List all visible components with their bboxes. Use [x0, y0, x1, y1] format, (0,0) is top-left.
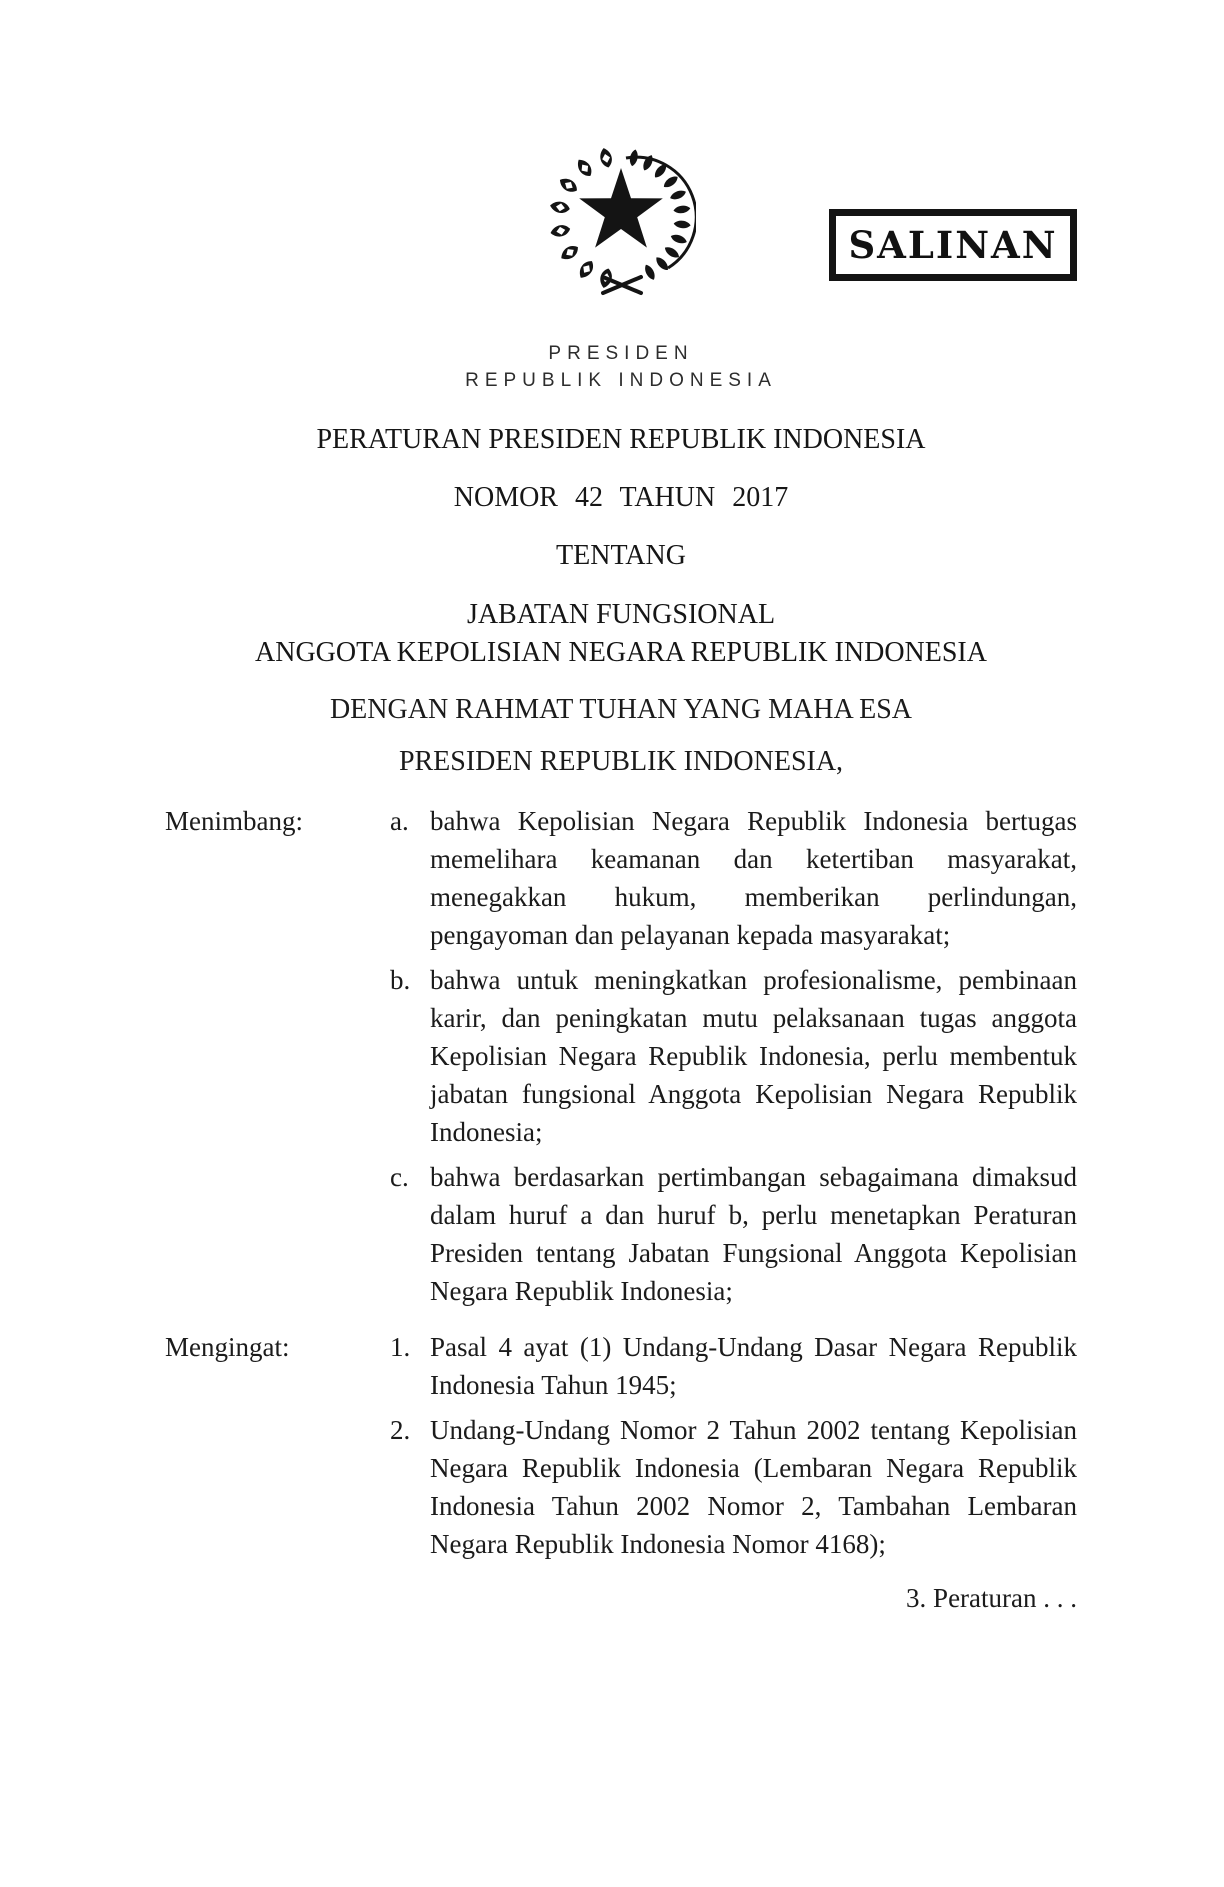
- consideration-item-c: [390, 1158, 1077, 1310]
- invocation-line: DENGAN RAHMAT TUHAN YANG MAHA ESA: [329, 694, 913, 725]
- letterhead-line2: REPUBLIK INDONESIA: [465, 370, 777, 391]
- item-marker: 1.: [390, 1332, 411, 1362]
- section-mengingat: [165, 1328, 1077, 1563]
- consideration-item-a: [390, 802, 1077, 954]
- consideration-item-b: [390, 961, 1077, 1151]
- title-number: NOMOR 42 TAHUN 2017: [453, 482, 789, 513]
- section-items: [390, 1328, 1077, 1563]
- title-tentang: TENTANG: [556, 540, 686, 571]
- section-items: [390, 802, 1077, 1310]
- section-label: Mengingat:: [165, 1332, 290, 1362]
- letterhead-line1: PRESIDEN: [548, 343, 694, 364]
- legal-basis-item-2: [390, 1411, 1077, 1563]
- title-subject-line1: JABATAN FUNGSIONAL: [466, 599, 776, 630]
- item-text: Pasal 4 ayat (1) Undang-Undang Dasar Negara Republik Indonesia Tahun 1945;: [430, 1332, 1077, 1400]
- catchword-continuation: 3. Peraturan . . .: [906, 1583, 1077, 1613]
- item-text: bahwa berdasarkan pertimbangan sebagaimana dimaksud dalam huruf a dan huruf b, perlu menetapkan Peraturan Presiden tentang Jabatan Fungsional Anggota Kepolisian Negara Republik Indonesia;: [430, 1162, 1077, 1306]
- legal-basis-item-1: [390, 1328, 1077, 1404]
- item-text: bahwa Kepolisian Negara Republik Indonesia bertugas memelihara keamanan dan ketertiban masyarakat, menegakkan hukum, memberikan perlindungan, pengayoman dan pelayanan kepada masyarakat;: [430, 806, 1077, 950]
- presidential-emblem-icon: [546, 140, 696, 300]
- letterhead: [165, 340, 1077, 394]
- title-regulation: PERATURAN PRESIDEN REPUBLIK INDONESIA: [316, 424, 926, 455]
- item-marker: 2.: [390, 1415, 411, 1445]
- item-marker: c.: [390, 1162, 409, 1192]
- title-subject-line2: ANGGOTA KEPOLISIAN NEGARA REPUBLIK INDONESIA: [255, 637, 987, 668]
- item-text: bahwa untuk meningkatkan profesionalisme, pembinaan karir, dan peningkatan mutu pelaksanaan tugas anggota Kepolisian Negara Republik Indonesia, perlu membentuk jabatan fungsional Anggota Kepolisian Negara Republik Indonesia;: [430, 965, 1077, 1147]
- item-marker: a.: [390, 806, 409, 836]
- salinan-stamp-label: SALINAN: [848, 223, 1058, 267]
- document-body: [165, 802, 1077, 1617]
- item-text: Undang-Undang Nomor 2 Tahun 2002 tentang Kepolisian Negara Republik Indonesia (Lembaran Negara Republik Indonesia Tahun 2002 Nomor 2, Tambahan Lembaran Negara Republik Indonesia Nomor 4168);: [430, 1415, 1077, 1559]
- document-title-block: [165, 422, 1077, 672]
- salinan-stamp: [829, 209, 1077, 281]
- authority-line: PRESIDEN REPUBLIK INDONESIA,: [398, 746, 844, 777]
- item-marker: b.: [390, 965, 411, 995]
- section-menimbang: [165, 802, 1077, 1310]
- star-icon: [579, 168, 663, 248]
- section-label: Menimbang:: [165, 806, 303, 836]
